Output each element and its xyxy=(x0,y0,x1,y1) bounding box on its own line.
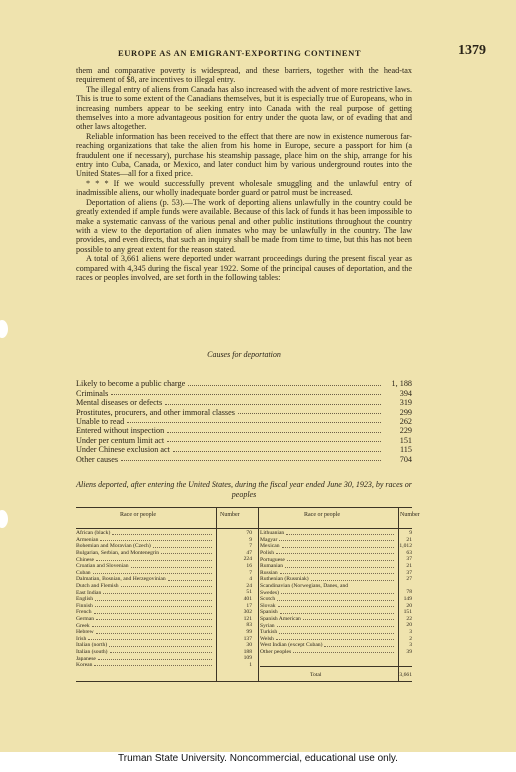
cause-row xyxy=(76,455,412,464)
table-row xyxy=(76,556,214,563)
table-row xyxy=(260,563,396,570)
race-name: Dutch and Flemish xyxy=(76,583,119,590)
header-title: EUROPE AS AN EMIGRANT-EXPORTING CONTINENT xyxy=(118,48,362,58)
race-name: Welsh xyxy=(260,635,274,642)
paragraph: Deportation of aliens (p. 53).—The work of deporting aliens unlawfully in the country could be greatly extended if ample funds were available. Because of this lack of funds it has been impossible to make a systematic canvass of the various penal and other public institutions throughout the country with a view to the deportation of alien inmates who may be unlawfully in the country. The law provides, and even directs, that such an inquiry shall be made from time to time, but this has not been possible to any great extent for the reason stated. xyxy=(76,197,412,254)
race-count: 70 xyxy=(246,530,252,536)
race-name: Syrian xyxy=(260,622,275,629)
paragraph: The illegal entry of aliens from Canada has also increased with the advent of more restrictive laws. This is true to some extent of the Canadians themselves, but it is especially true of Europeans, who in increasing numbers appear to be seeking entry into Canada with the real purpose of getting themselves into a more advantageous position for entry under the quota law, or of evading that and other laws altogether. xyxy=(76,84,412,132)
race-name: Bulgarian, Serbian, and Montenegrin xyxy=(76,550,160,557)
race-count: 1,012 xyxy=(399,543,412,550)
race-count: 9 xyxy=(249,536,252,543)
table-row xyxy=(76,642,214,649)
table-row xyxy=(76,570,214,577)
cause-row xyxy=(76,389,412,398)
total-row xyxy=(260,666,412,678)
table-row xyxy=(76,589,214,596)
race-count: 39 xyxy=(406,648,412,655)
race-count: 22 xyxy=(406,615,412,622)
table-row xyxy=(76,543,214,550)
table-row xyxy=(76,603,214,610)
table-caption: Aliens deported, after entering the United States, during the fiscal year ended June 30, 1923, by races or peoples xyxy=(76,480,412,499)
race-name: Japanese xyxy=(76,655,96,662)
race-table xyxy=(76,507,420,682)
table-row xyxy=(260,622,396,629)
table-row xyxy=(260,609,396,616)
race-count: 20 xyxy=(406,602,412,609)
cause-label: Criminals xyxy=(76,388,109,398)
race-count: 1 xyxy=(249,661,252,668)
cause-row xyxy=(76,426,412,435)
race-name: Scandinavian (Norwegians, Danes, and xyxy=(260,583,349,590)
cause-value: 229 xyxy=(399,426,412,436)
table-row xyxy=(76,583,214,590)
table-row xyxy=(76,563,214,570)
race-name: Ruthenian (Russniak) xyxy=(260,576,309,583)
race-name: Scotch xyxy=(260,596,276,603)
race-name: Korean xyxy=(76,662,93,669)
cause-value: 394 xyxy=(399,388,412,398)
table-row xyxy=(260,537,396,544)
race-name: West Indian (except Cuban) xyxy=(260,642,323,649)
race-count: 7 xyxy=(249,543,252,550)
paragraph: * * * If we would successfully prevent wholesale smuggling and the unlawful entry of inadmissible aliens, our wholly inadequate border guard or patrol must be increased. xyxy=(76,178,412,198)
table-row xyxy=(76,550,214,557)
race-count: 21 xyxy=(406,562,412,569)
race-count: 17 xyxy=(246,602,252,609)
cause-label: Entered without inspection xyxy=(76,426,165,436)
race-name: Mexican xyxy=(260,543,280,550)
table-row xyxy=(260,589,396,596)
race-count: 151 xyxy=(403,609,412,616)
race-name: Slovak xyxy=(260,602,276,609)
race-count: 63 xyxy=(406,549,412,556)
race-name: Lithuanian xyxy=(260,530,285,537)
race-count: 16 xyxy=(246,562,252,569)
race-count: 37 xyxy=(406,569,412,576)
race-count: 78 xyxy=(406,589,412,596)
table-row xyxy=(76,629,214,636)
cause-label: Unable to read xyxy=(76,417,125,427)
race-name: Italian (north) xyxy=(76,642,108,649)
race-name: Irish xyxy=(76,635,87,642)
header-number-right: Number xyxy=(400,512,420,518)
table-row xyxy=(260,629,396,636)
cause-value: 319 xyxy=(399,398,412,408)
causes-table xyxy=(76,350,412,464)
race-name: German xyxy=(76,616,95,623)
binder-hole xyxy=(0,320,8,338)
cause-value: 262 xyxy=(399,417,412,427)
race-name: Other peoples xyxy=(260,648,292,655)
race-count: 149 xyxy=(403,595,412,602)
race-count: 3 xyxy=(409,628,412,635)
body-text xyxy=(76,66,412,282)
table-row xyxy=(260,642,396,649)
race-count: 27 xyxy=(406,576,412,583)
race-name: Bohemian and Moravian (Czech) xyxy=(76,543,151,550)
race-name: African (black) xyxy=(76,530,111,537)
cause-label: Other causes xyxy=(76,454,119,464)
header-race-left: Race or people xyxy=(120,512,156,518)
table-row xyxy=(260,556,396,563)
table-row xyxy=(260,576,396,583)
race-name: Magyar xyxy=(260,536,278,543)
table-row xyxy=(260,583,396,590)
race-count xyxy=(398,583,412,590)
race-name: Dalmatian, Bosnian, and Herzegovinian xyxy=(76,576,166,583)
header-number-left: Number xyxy=(220,512,240,518)
race-count: 302 xyxy=(243,609,252,616)
race-name: Turkish xyxy=(260,629,278,636)
table-row xyxy=(76,576,214,583)
table-row xyxy=(76,649,214,656)
race-name: Rumanian xyxy=(260,563,283,570)
race-count: 47 xyxy=(246,549,252,556)
race-count: 21 xyxy=(406,536,412,543)
race-name: Portuguese xyxy=(260,556,285,563)
cause-label: Under per centum limit act xyxy=(76,435,165,445)
race-name: Polish xyxy=(260,550,274,557)
cause-value: 704 xyxy=(399,454,412,464)
race-name: Hebrew xyxy=(76,629,94,636)
cause-value: 1, 188 xyxy=(391,379,412,389)
table-row xyxy=(260,603,396,610)
race-count: 109 xyxy=(243,655,252,662)
table-row xyxy=(76,616,214,623)
race-name: Croatian and Slovenian xyxy=(76,563,129,570)
race-count: 7 xyxy=(249,569,252,576)
table-row xyxy=(76,662,214,669)
table-row xyxy=(260,596,396,603)
race-count: 188 xyxy=(243,648,252,655)
header-race-right: Race or people xyxy=(304,512,340,518)
race-count: 83 xyxy=(246,622,252,629)
race-name: Finnish xyxy=(76,602,93,609)
paragraph: Reliable information has been received to the effect that there are now in existence numerous far-reaching organizations that take the alien from his home in Europe, secure a passport for him (a fraudulent one if necessary), purchase his steamship passage, place him on the ship, arrange for his entry into Cuba, Canada, or Mexico, and later conduct him by various underground routes into the United States—all for a fixed price. xyxy=(76,131,412,179)
cause-row xyxy=(76,417,412,426)
table-row xyxy=(260,616,396,623)
race-name: Spanish American xyxy=(260,616,301,623)
table-row xyxy=(76,609,214,616)
race-count: 224 xyxy=(243,556,252,563)
race-count: 9 xyxy=(409,530,412,536)
causes-title: Causes for deportation xyxy=(207,350,281,359)
race-name: East Indian xyxy=(76,589,102,596)
paragraph: them and comparative poverty is widespread, and these barriers, together with the head-tax requirement of $8, are incentives to illegal entry. xyxy=(76,66,412,85)
race-count: 4 xyxy=(249,576,252,583)
race-name: Cuban xyxy=(76,569,91,576)
cause-row xyxy=(76,408,412,417)
cause-value: 151 xyxy=(399,435,412,445)
page-number: 1379 xyxy=(458,43,486,58)
race-count: 24 xyxy=(246,582,252,589)
cause-label: Prostitutes, procurers, and other immoral classes xyxy=(76,407,235,417)
race-name: French xyxy=(76,609,92,616)
race-count: 30 xyxy=(246,642,252,649)
race-name: Spanish xyxy=(260,609,278,616)
race-count: 99 xyxy=(246,628,252,635)
cause-label: Under Chinese exclusion act xyxy=(76,445,170,455)
table-row xyxy=(260,649,396,656)
race-name: Italian (south) xyxy=(76,648,108,655)
cause-label: Likely to become a public charge xyxy=(76,379,186,389)
race-count: 3 xyxy=(409,642,412,649)
race-count: 2 xyxy=(409,635,412,642)
cause-label: Mental diseases or defects xyxy=(76,398,163,408)
race-name: Armenian xyxy=(76,536,99,543)
footer-credit: Truman State University. Noncommercial, educational use only. xyxy=(118,753,398,764)
table-row xyxy=(76,622,214,629)
table-row xyxy=(260,543,396,550)
race-count: 37 xyxy=(406,556,412,563)
total-value: 3,661 xyxy=(399,672,412,678)
race-count: 401 xyxy=(243,595,252,602)
cause-row xyxy=(76,436,412,445)
table-row xyxy=(76,530,214,537)
paragraph: A total of 3,661 aliens were deported under warrant proceedings during the present fiscal year as compared with 4,345 during the fiscal year 1922. Some of the principal causes of deportation, and the races or peoples involved, are set forth in the following tables: xyxy=(76,254,412,282)
race-name: Swedes) xyxy=(260,589,279,596)
race-name: English xyxy=(76,596,94,603)
cause-row xyxy=(76,398,412,407)
race-name: Greek xyxy=(76,622,90,629)
race-name: Russian xyxy=(260,569,278,576)
race-name: Chinese xyxy=(76,556,95,563)
race-count: 137 xyxy=(243,635,252,642)
race-count: 121 xyxy=(243,615,252,622)
cause-value: 299 xyxy=(399,407,412,417)
cause-row xyxy=(76,379,412,388)
table-row xyxy=(76,596,214,603)
table-row xyxy=(260,550,396,557)
cause-value: 115 xyxy=(400,445,412,455)
table-row xyxy=(76,655,214,662)
binder-hole xyxy=(0,510,8,528)
total-label: Total xyxy=(310,672,322,678)
table-row xyxy=(260,530,396,537)
race-count: 20 xyxy=(406,622,412,629)
race-count: 51 xyxy=(246,589,252,596)
cause-row xyxy=(76,445,412,454)
